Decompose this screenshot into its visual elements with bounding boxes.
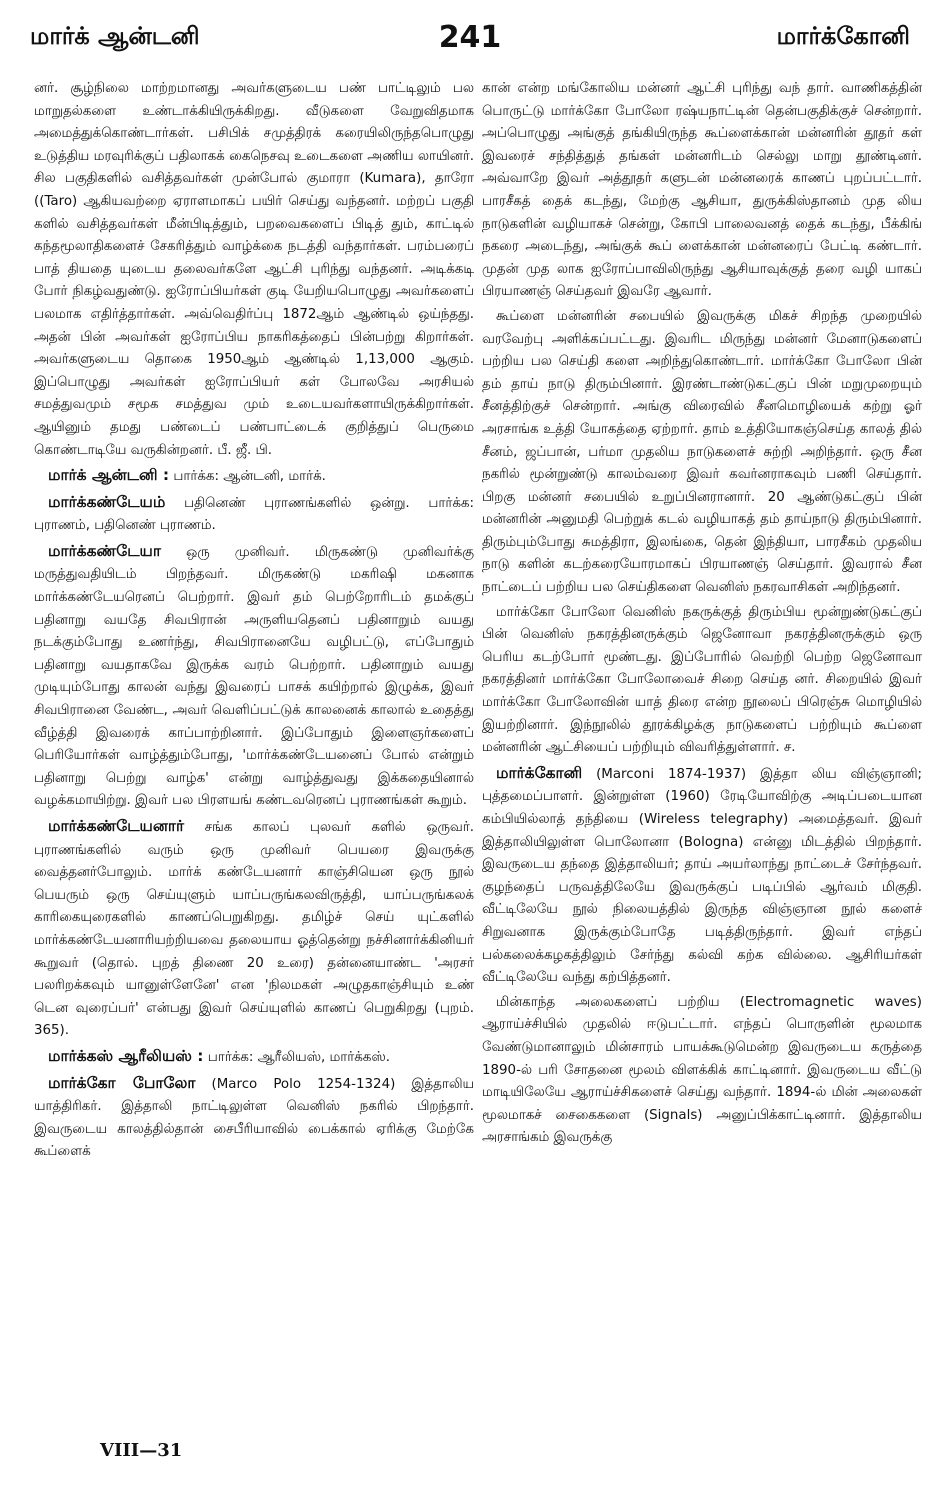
page-number: 241: [438, 20, 502, 55]
paragraph: [34, 1045, 474, 1070]
left-column: [34, 78, 474, 1428]
paragraph: [34, 540, 474, 813]
entry-text: மின்காந்த அலைகளைப் பற்றிய (Electromagnetic waves) ஆராய்ச்சியில் முதலில் ஈடுபட்டார். எந்தப் பொருளின் மூலமாக வேண்டுமானாலும் மின்சாரம் பாயக்கூடுமென்ற இவருடைய கருத்தை 1890-ல் பரி சோதனை மூலம் விளக்கிக் காட்டினார். இவருடைய வீட்டு மாடியிலேயே ஆராய்ச்சிகளைச் செய்து வந்தார். 1894-ல் மின் அலைகள் மூலமாகச் சைகைகளை (Signals) அனுப்பிக்காட்டினார். இத்தாலிய அரசாங்கம் இவருக்கு: [482, 994, 922, 1146]
entry-headword: மார்க்கண்டேயா: [48, 541, 161, 560]
running-head-left: மார்க் ஆன்டனி: [30, 22, 200, 50]
paragraph: [482, 992, 922, 1150]
entry-text: (Marconi 1874-1937) இத்தா லிய விஞ்ஞானி; புத்தமைப்பாளர். இன்றுள்ள (1960) ரேடியோவிற்கு அடிப்படையான கம்பியில்லாத் தந்தியை (Wireless telegraphy) அமைத்தவர். இவர் இத்தாலியிலுள்ள பொலோனா (Bologna) என்னு மிடத்தில் பிறந்தார். இவருடைய தந்தை இத்தாலியர்; தாய் அயர்லாந்து நாட்டைச் சேர்ந்தவர். குழந்தைப் பருவத்திலேயே இவருக்குப் படிப்பில் ஆர்வம் மிகுதி. வீட்டிலேயே நூல் நிலையத்தில் இருந்த விஞ்ஞான நூல் களைச் சிறுவனாக இருக்கும்போதே படித்திருந்தார். இவர் எந்தப் பல்கலைக்கழகத்திலும் சேர்ந்து கல்வி கற்க வில்லை. ஆசிரியர்கள் வீட்டிலேயே வந்து கற்பித்தனர்.: [482, 766, 922, 986]
page-header: [30, 18, 910, 58]
entry-headword: மார்க் ஆன்டனி :: [48, 466, 170, 485]
paragraph: [482, 78, 922, 304]
entry-headword: மார்க்கஸ் ஆரீலியஸ் :: [48, 1046, 204, 1065]
paragraph: [482, 306, 922, 600]
right-column: [482, 78, 922, 1428]
entry-text: மார்க்கோ போலோ வெனிஸ் நகருக்குத் திரும்பிய மூன்றுண்டுகட்குப் பின் வெனிஸ் நகரத்தினருக்கும் ஜெனோவா நகரத்தினருக்கும் ஒரு பெரிய கடற்போர் மூண்டது. இப்போரில் வெற்றி பெற்ற ஜெனோவா நகரத்தினர் மார்க்கோ போலோவைச் சிறை செய்த னர். சிறையில் இவர் மார்க்கோ போலோவின் யாத் திரை என்ற நூலைப் பிரெஞ்சு மொழியில் இயற்றினார். இந்நூலில் தூரக்கிழக்கு நாடுகளைப் பற்றியும் கூப்ளை மன்னரின் ஆட்சியைப் பற்றியும் விவரித்துள்ளார். ச.: [482, 604, 922, 756]
paragraph: [34, 815, 474, 1043]
entry-headword: மார்க்கண்டேயனார்: [48, 817, 185, 835]
entry-text: கூப்ளை மன்னரின் சபையில் இவருக்கு மிகச் சிறந்த முறையில் வரவேற்பு அளிக்கப்பட்டது. இவரிட மிருந்து மன்னர் மேனாடுகளைப் பற்றிய பல செய்தி களை அறிந்துகொண்டார். மார்க்கோ போலோ பின் தம் தாய் நாடு திரும்பினார். இரண்டாண்டுகட்குப் பின் மறுமுறையும் சீனத்திற்குச் சென்றார். அங்கு விரைவில் சீனமொழியைக் கற்று ஓர் அரசாங்க உத்தி யோகத்தை ஏற்றார். தாம் உத்தியோகஞ்செய்த காலத் தில் சீனம், ஜப்பான், பர்மா முதலிய நாடுகளைச் சுற்றி அறிந்தார். ஒரு சீன நகரில் மூன்றுண்டு காலம்வரை இவர் கவர்னராகவும் பணி செய்தார். பிறகு மன்னர் சபையில் உறுப்பினரானார். 20 ஆண்டுகட்குப் பின் மன்னரின் அனுமதி பெற்றுக் கடல் வழியாகத் தம் தாய்நாடு திரும்பினார். திரும்பும்போது சுமத்திரா, இலங்கை, தென் இந்தியா, பாரசீகம் முதலிய நாடு களின் கடற்கரையோரமாகப் பிரயாணஞ் செய்தார். இவரால் சீன நாட்டைப் பற்றிய பல செய்திகளை வெனிஸ் நகரவாசிகள் அறிந்தனர்.: [482, 308, 922, 596]
running-head-right: மார்க்கோனி: [776, 22, 910, 50]
entry-text: (Marco Polo 1254-1324) இத்தாலிய யாத்திரிகர். இத்தாலி நாட்டிலுள்ள வெனிஸ் நகரில் பிறந்தார். இவருடைய காலத்தில்தான் சைபீரியாவில் பைக்கால் ஏரிக்கு மேற்கே கூப்ளைக்: [34, 1076, 474, 1160]
paragraph: [482, 762, 922, 990]
entry-text: னர். சூழ்நிலை மாற்றமானது அவர்களுடைய பண் பாட்டிலும் பல மாறுதல்களை உண்டாக்கியிருக்கிறது. வீடுகளை வேறுவிதமாக அமைத்துக்கொண்டார்கள். பசிபிக் சமுத்திரக் கரையிலிருந்தபொழுது உடுத்திய மரவுரிக்குப் பதிலாகக் கைநெசவு உடைகளை அணிய லாயினர். சில பகுதிகளில் வசித்தவர்கள் முன்போல் குமாரா (Kumara), தாரோ ((Taro) ஆகியவற்றை ஏராளமாகப் பயிர் செய்து வந்தனர். மற்றப் பகுதி களில் வசித்தவர்கள் மீன்பிடித்தும், பறவைகளைப் பிடித் தும், காட்டில் கந்தமூலாதிகளைச் சேகரித்தும் வாழ்க்கை நடத்தி வந்தார்கள். பரம்பரைப் பாத் தியதை யுடைய தலைவர்களே ஆட்சி புரிந்து வந்தனர். அடிக்கடி போர் நிகழ்வதுண்டு. ஐரோப்பியர்கள் குடி யேறியபொழுது அவர்களைப் பலமாக எதிர்த்தார்கள். அவ்வெதிர்ப்பு 1872ஆம் ஆண்டில் ஒய்ந்தது. அதன் பின் அவர்கள் ஐரோப்பிய நாகரிகத்தைப் பின்பற்று கிறார்கள். அவர்களுடைய தொகை 1950ஆம் ஆண்டில் 1,13,000 ஆகும். இப்பொழுது அவர்கள் ஐரோப்பியர் கள் போலவே அரசியல் சமத்துவமும் சமூக சமத்துவ மும் உடையவர்களாயிருக்கிறார்கள். ஆயினும் தமது பண்டைப் பண்பாட்டைக் குறித்துப் பெருமை கொண்டாடியே வருகின்றனர். பீ. ஜீ. பி.: [34, 81, 474, 458]
entry-headword: மார்க்கோனி: [496, 763, 583, 782]
entry-text: பார்க்க: ஆரீலியஸ், மார்க்கஸ்.: [207, 1049, 391, 1065]
paragraph: [34, 464, 474, 489]
paragraph: [34, 78, 474, 462]
signature-mark: VIII—31: [100, 1440, 183, 1461]
entry-headword: மார்க்கோ போலோ: [48, 1073, 196, 1092]
entry-headword: மார்க்கண்டேயம்: [48, 492, 166, 511]
paragraph: [34, 491, 474, 538]
entry-text: ஒரு முனிவர். மிருகண்டு முனிவர்க்கு மருத்துவதியிடம் பிறந்தவர். மிருகண்டு மகரிஷி மகனாக மார்க்கண்டேயரெனப் பெற்றார். இவர் தம் பெற்றோரிடம் தமக்குப் பதினாறு வயதே சிவபிரான் அருளியதெனப் பதினாறும் வயது நடக்கும்போது உணர்ந்து, சிவபிரானையே வழிபட்டு, எப்போதும் பதினாறு வயதாகவே இருக்க வரம் பெற்றார். பதினாறும் வயது முடியும்போது காலன் வந்து இவரைப் பாசக் கயிற்றால் இழுக்க, இவர் சிவபிரானை வேண்ட, அவர் வெளிப்பட்டுக் காலனைக் காலால் உதைத்து வீழ்த்தி இவரைக் காப்பாற்றினார். இப்போதும் இளைஞர்களைப் பெரியோர்கள் வாழ்த்தும்போது, 'மார்க்கண்டேயனைப் போல் என்றும் பதினாறு பெற்று வாழ்க' என்று வாழ்த்துவது இக்கதையினால் வழக்கமாயிற்று. இவர் பல பிரளயங் கண்டவரெனப் புராணங்கள் கூறும்.: [34, 544, 474, 809]
entry-text: பதினெண் புராணங்களில் ஒன்று. பார்க்க: புராணம், பதினெண் புராணம்.: [34, 495, 474, 534]
entry-text: பார்க்க: ஆன்டனி, மார்க்.: [173, 469, 326, 485]
entry-text: சங்க காலப் புலவர் களில் ஒருவர். புராணங்களில் வரும் ஒரு முனிவர் பெயரை இவருக்கு வைத்தனர்போலும். மார்க் கண்டேயனார் காஞ்சியென ஒரு நூல் பெயரும் ஒரு செய்யுளும் யாப்பருங்கலவிருத்தி, யாப்பருங்கலக் காரிகையுரைகளில் காணப்பெறுகிறது. தமிழ்ச் செய் யுட்களில் மார்க்கண்டேயனாரியற்றியவை தலையாய ஓத்தென்று நச்சினார்க்கினியர் கூறுவர் (தொல். புறத் திணை 20 உரை) தன்னையாண்ட 'அரசர் பலரிறக்கவும் யானுள்ளேனே' என 'நிலமகள் அழுதகாஞ்சியும் உண் டென வுரைப்பர்' என்பது இவர் செய்யுளில் காணப் பெறுகிறது (புறம். 365).: [34, 820, 474, 1039]
paragraph: [482, 602, 922, 760]
paragraph: [34, 1072, 474, 1164]
entry-text: கான் என்ற மங்கோலிய மன்னர் ஆட்சி புரிந்து வந் தார். வாணிகத்தின் பொருட்டு மார்க்கோ போலோ ரஷ்யநாட்டின் தென்பகுதிக்குச் சென்றார். அப்பொழுது அங்குத் தங்கியிருந்த கூப்ளைக்கான் மன்னரின் தூதர் கள் இவரைச் சந்தித்துத் தங்கள் மன்னரிடம் செல்லு மாறு தூண்டினர். அவ்வாறே இவர் அத்தூதர் களுடன் மன்னரைக் காணப் புறப்பட்டார். பாரசீகத் தைக் கடந்து, மேற்கு ஆசியா, துருக்கிஸ்தானம் முத லிய நாடுகளின் வழியாகச் சென்று, கோபி பாலைவனத் தைக் கடந்து, பீக்கிங் நகரை அடைந்து, அங்குக் கூப் ளைக்கான் மன்னரைப் பேட்டி கண்டார். முதன் முத லாக ஐரோப்பாவிலிருந்து ஆசியாவுக்குத் தரை வழி யாகப் பிரயாணஞ் செய்தவர் இவரே ஆவார்.: [482, 81, 922, 300]
